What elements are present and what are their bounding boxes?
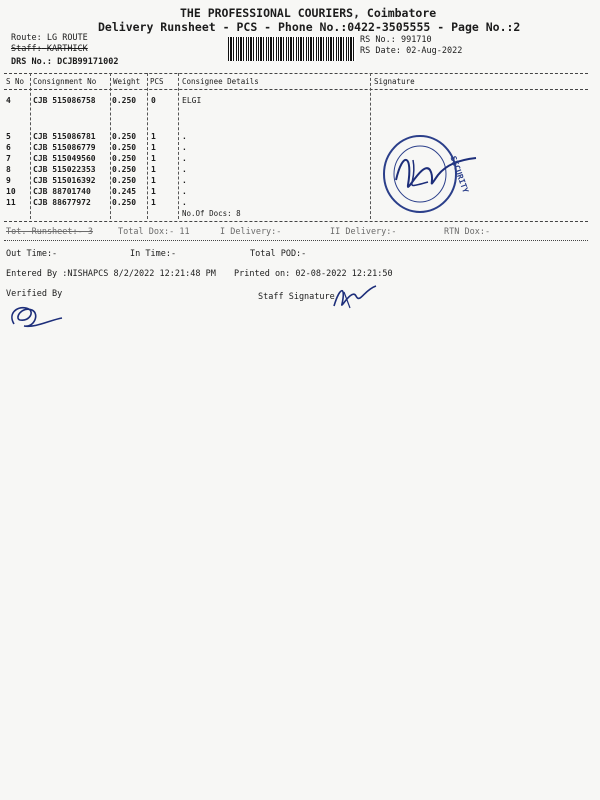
tot-runsheet: Tot. Runsheet:- 3: [6, 227, 93, 237]
rs-no-label: RS No.:: [360, 35, 396, 45]
col-divider: [30, 73, 31, 219]
staff-signature-label: Staff Signature: [258, 292, 335, 302]
row-sno: 10: [6, 187, 16, 196]
rs-date-field: [360, 46, 462, 56]
row-pcs: 1: [151, 176, 156, 185]
row-sno: 5: [6, 132, 11, 141]
verifier-signature-icon: [6, 302, 64, 332]
staff-label: Staff:: [11, 44, 42, 54]
row-consignment: CJB 515049560: [33, 154, 96, 163]
row-pcs: 0: [151, 96, 156, 105]
col-divider: [370, 73, 371, 219]
row-consignee: .: [182, 143, 187, 152]
rtn-dox: RTN Dox:-: [444, 227, 491, 237]
row-consignee: .: [182, 187, 187, 196]
staff-value: KARTHICK: [46, 44, 88, 54]
drs-value: DCJB99171002: [57, 57, 119, 67]
row-consignee: ELGI: [182, 96, 202, 105]
row-consignee: .: [182, 132, 187, 141]
drs-field: [11, 57, 119, 67]
col-divider: [147, 73, 148, 219]
total-pod: Total POD:-: [250, 249, 307, 259]
row-sno: 11: [6, 198, 16, 207]
row-weight: 0.250: [112, 132, 137, 141]
row-weight: 0.250: [112, 165, 137, 174]
table-header-rule: [4, 89, 588, 90]
table-top-rule: [4, 73, 588, 74]
verified-by: Verified By: [6, 289, 63, 299]
col-divider: [110, 73, 111, 219]
barcode: [228, 37, 356, 61]
row-consignee: .: [182, 198, 187, 207]
rs-date-value: 02-Aug-2022: [406, 46, 463, 56]
runsheet-title: Delivery Runsheet - PCS - Phone No.:0422-3505555 - Page No.:2: [98, 20, 521, 34]
out-time: Out Time:-: [6, 249, 58, 259]
route-label: Route:: [11, 33, 42, 43]
row-consignment: CJB 515086781: [33, 132, 96, 141]
route-field: [11, 33, 88, 43]
row-pcs: 1: [151, 165, 156, 174]
row-weight: 0.250: [112, 96, 137, 105]
staff-field: [11, 44, 88, 54]
col-consignee: Consignee Details: [182, 77, 259, 86]
col-pcs: PCS: [150, 77, 164, 86]
row-consignee: .: [182, 154, 187, 163]
row-consignee: .: [182, 176, 187, 185]
i-delivery: I Delivery:-: [220, 227, 282, 237]
row-consignment: CJB 515086758: [33, 96, 96, 105]
stamp-text: SECURITY: [448, 154, 471, 195]
row-pcs: 1: [151, 143, 156, 152]
row-consignment: CJB 515016392: [33, 176, 96, 185]
row-sno: 7: [6, 154, 11, 163]
row-weight: 0.245: [112, 187, 137, 196]
row-pcs: 1: [151, 132, 156, 141]
rs-date-label: RS Date:: [360, 46, 401, 56]
col-signature: Signature: [374, 77, 415, 86]
rs-no-field: [360, 35, 432, 45]
total-dox: Total Dox:- 11: [118, 227, 190, 237]
totals-rule: [4, 240, 588, 241]
row-pcs: 1: [151, 187, 156, 196]
row-consignment: CJB 515022353: [33, 165, 96, 174]
row-consignment: CJB 515086779: [33, 143, 96, 152]
row-pcs: 1: [151, 198, 156, 207]
table-bottom-rule: [4, 221, 588, 222]
row-weight: 0.250: [112, 198, 137, 207]
row-consignee: .: [182, 165, 187, 174]
company-title: THE PROFESSIONAL COURIERS, Coimbatore: [180, 6, 437, 20]
entered-by: Entered By :NISHAPCS 8/2/2022 12:21:48 PM: [6, 269, 216, 279]
row-weight: 0.250: [112, 154, 137, 163]
row-sno: 4: [6, 96, 11, 105]
drs-label: DRS No.:: [11, 57, 52, 67]
row-consignment: CJB 88701740: [33, 187, 91, 196]
row-sno: 8: [6, 165, 11, 174]
in-time: In Time:-: [130, 249, 177, 259]
row-sno: 9: [6, 176, 11, 185]
staff-signature-icon: [330, 282, 380, 312]
col-sno: S No: [6, 77, 25, 86]
col-divider: [178, 73, 179, 219]
col-consignment: Consignment No: [33, 77, 97, 86]
row-pcs: 1: [151, 154, 156, 163]
row-weight: 0.250: [112, 176, 137, 185]
col-weight: Weight: [113, 77, 141, 86]
rs-no-value: 991710: [400, 35, 432, 45]
printed-on: Printed on: 02-08-2022 12:21:50: [234, 269, 393, 279]
row-weight: 0.250: [112, 143, 137, 152]
route-value: LG ROUTE: [46, 33, 88, 43]
row-consignment: CJB 88677972: [33, 198, 91, 207]
row-sno: 6: [6, 143, 11, 152]
ii-delivery: II Delivery:-: [330, 227, 397, 237]
docs-count: No.Of Docs: 8: [182, 209, 241, 218]
